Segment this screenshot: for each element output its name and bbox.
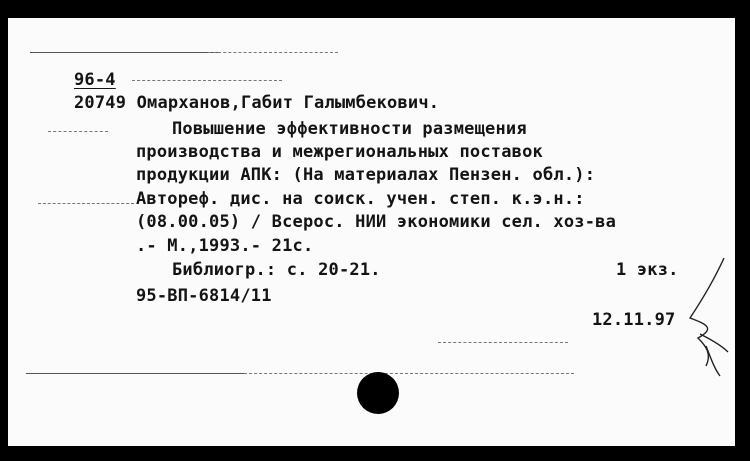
top-dashed-rule: [208, 52, 338, 53]
punch-hole: [357, 372, 399, 414]
signature-scribble-icon: [676, 254, 734, 382]
copies-count: 1 экз.: [616, 260, 679, 280]
margin-dash-1: [48, 131, 108, 132]
record-id: 95-ВП-6814/11: [136, 286, 272, 306]
top-rule: [30, 52, 220, 53]
bottom-rule: [26, 373, 246, 374]
bibliography-line: Библиогр.: с. 20-21.: [172, 260, 381, 280]
bottom-dashed-rule: [244, 373, 574, 374]
call-number-dash: [132, 80, 282, 81]
body-line-5: (08.00.05) / Всерос. НИИ экономики сел. хоз-ва: [136, 212, 617, 232]
body-line-6: .- М.,1993.- 21с.: [136, 236, 314, 256]
lower-dash: [438, 342, 568, 343]
body-line-4: Автореф. дис. на соиск. учен. степ. к.э.н.:: [136, 189, 585, 209]
body-line-1: Повышение эффективности размещения: [172, 119, 527, 139]
body-line-2: производства и межрегиональных поставок: [136, 142, 543, 162]
body-line-3: продукции АПК: (На материалах Пензен. обл.):: [136, 165, 596, 185]
call-number: 96-4: [74, 70, 116, 90]
margin-dash-2: [38, 203, 134, 204]
acquisition-date: 12.11.97: [592, 310, 676, 330]
entry-line: 20749 Омарханов,Габит Галымбекович.: [74, 93, 440, 113]
